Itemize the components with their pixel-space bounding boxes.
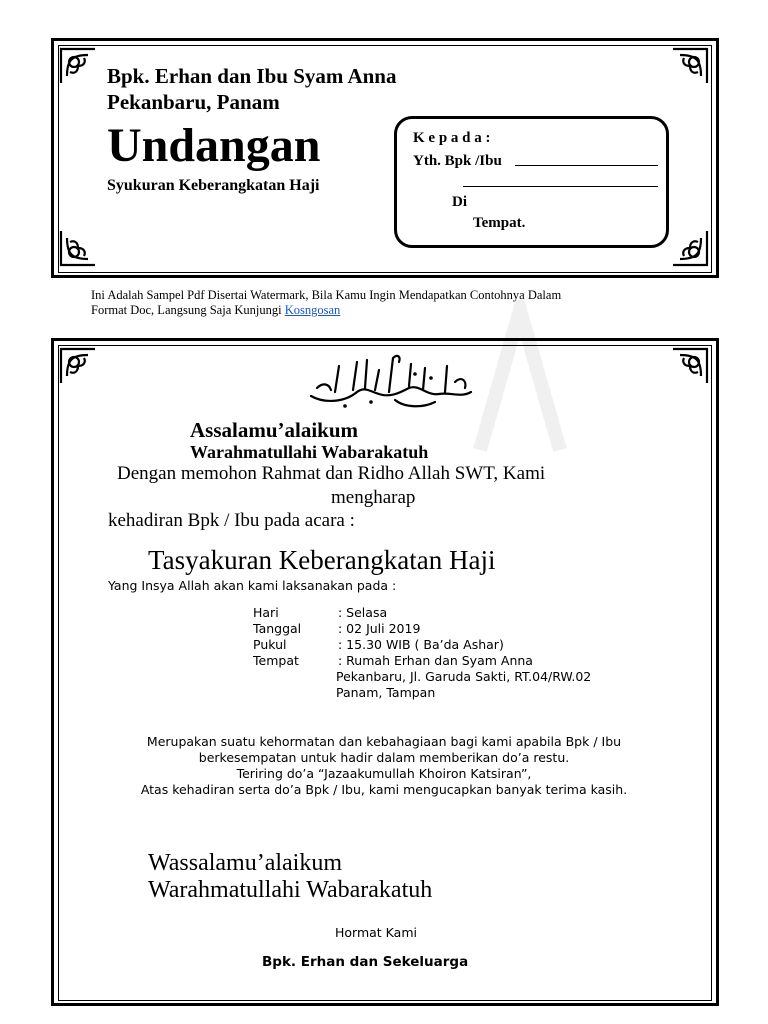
address-kepada: K e p a d a : [413, 130, 491, 146]
detail-label-tanggal: Tanggal [253, 621, 302, 636]
intro-line-1: Dengan memohon Rahmat dan Ridho Allah SWT, Kami [117, 463, 546, 484]
detail-value-tempat: : Rumah Erhan dan Syam Anna [338, 653, 533, 668]
corner-ornament-icon [58, 228, 98, 268]
detail-label-hari: Hari [253, 605, 279, 620]
detail-value-tanggal: : 02 Juli 2019 [338, 621, 421, 636]
closing-line-2: berkesempatan untuk hadir dalam memberikan do’a restu. [198, 750, 570, 765]
farewell-line-2: Warahmatullahi Wabarakatuh [148, 877, 433, 903]
detail-address-line-2: Panam, Tampan [336, 685, 436, 700]
greeting-line-1: Assalamu’alaikum [190, 418, 359, 442]
notice-line-1: Ini Adalah Sampel Pdf Disertai Watermark, Bila Kamu Ingin Mendapatkan Contohnya Dalam [91, 288, 562, 302]
greeting-line-2: Warahmatullahi Wabarakatuh [190, 442, 429, 462]
closing-line-3: Teriring do’a “Jazaakumullah Khoiron Katsiran”, [236, 766, 532, 781]
card-title: Undangan [107, 119, 321, 172]
notice-line-2-text: Format Doc, Langsung Saja Kunjungi [91, 303, 282, 317]
farewell-line-1: Wassalamu’alaikum [148, 850, 343, 876]
intro-line-3: kehadiran Bpk / Ibu pada acara : [108, 510, 355, 531]
event-title: Tasyakuran Keberangkatan Haji [148, 545, 496, 575]
address-di: Di [452, 194, 467, 210]
card-subtitle: Syukuran Keberangkatan Haji [107, 177, 320, 194]
signature: Bpk. Erhan dan Sekeluarga [262, 954, 469, 970]
regards: Hormat Kami [335, 925, 417, 940]
address-blank-line-1 [515, 165, 658, 166]
kosngosan-link[interactable]: Kosngosan [284, 303, 341, 317]
address-yth: Yth. Bpk /Ibu [413, 153, 502, 169]
corner-ornament-icon [670, 346, 710, 386]
event-lead: Yang Insya Allah akan kami laksanakan pada : [108, 578, 397, 593]
closing-line-4: Atas kehadiran serta do’a Bpk / Ibu, kami mengucapkan banyak terima kasih. [140, 782, 628, 797]
closing-line-1: Merupakan suatu kehormatan dan kebahagiaan bagi kami apabila Bpk / Ibu [146, 734, 622, 749]
intro-line-2: mengharap [331, 487, 416, 508]
address-blank-line-2 [463, 186, 658, 187]
host-names: Bpk. Erhan dan Ibu Syam Anna [107, 64, 397, 88]
detail-address-line-1: Pekanbaru, Jl. Garuda Sakti, RT.04/RW.02 [336, 669, 592, 684]
host-location: Pekanbaru, Panam [107, 90, 280, 114]
closing-paragraph [60, 734, 708, 798]
detail-value-pukul: : 15.30 WIB ( Ba’da Ashar) [338, 637, 504, 652]
notice-line-2 [91, 303, 340, 318]
corner-ornament-icon [58, 346, 98, 386]
detail-label-pukul: Pukul [253, 637, 287, 652]
corner-ornament-icon [670, 46, 710, 86]
basmalah-calligraphy-icon [305, 352, 477, 412]
corner-ornament-icon [670, 228, 710, 268]
detail-value-hari: : Selasa [338, 605, 388, 620]
detail-label-tempat: Tempat [253, 653, 299, 668]
corner-ornament-icon [58, 46, 98, 86]
address-tempat: Tempat. [473, 215, 526, 231]
